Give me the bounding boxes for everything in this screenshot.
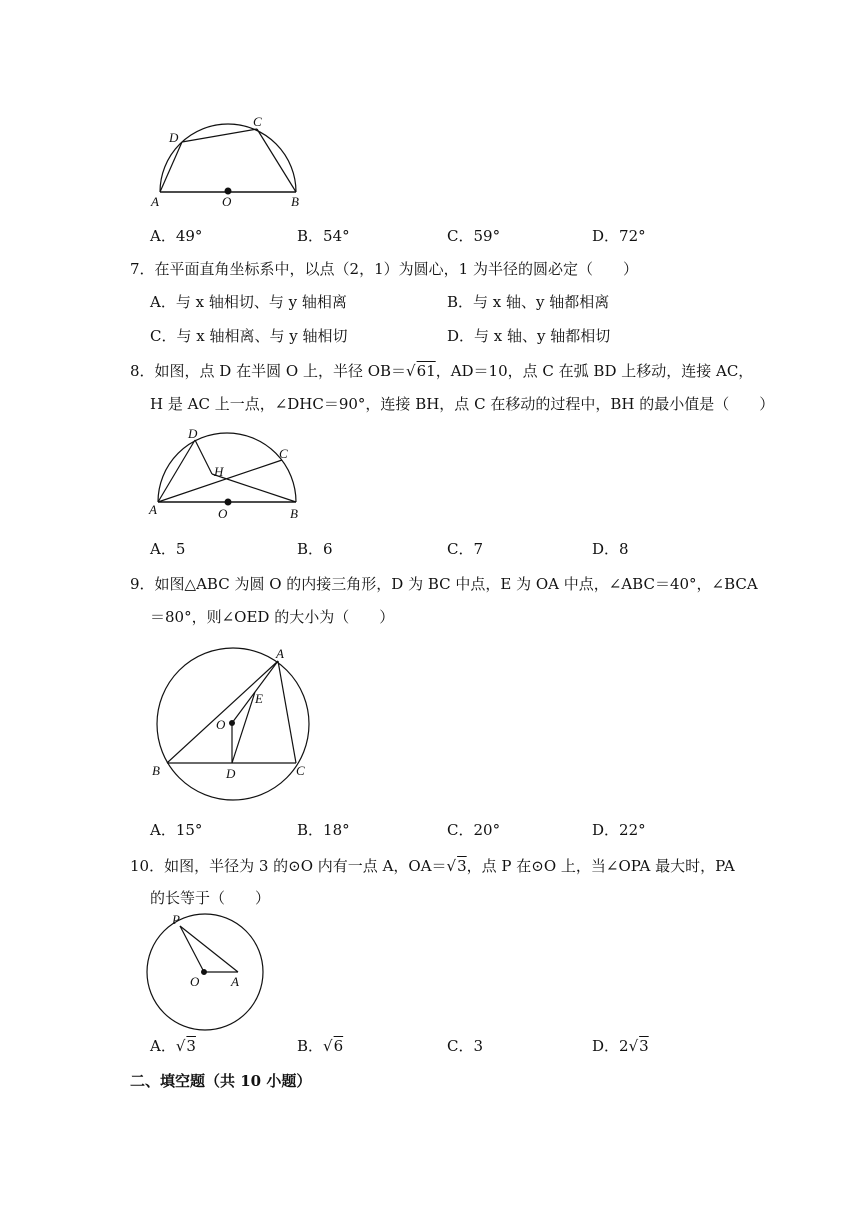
q10-center-dot (202, 970, 207, 975)
q6-label-b: B (291, 194, 299, 209)
q6-label-d: D (169, 130, 179, 145)
section-fill-in-title: 二、填空题（共 10 小题） (130, 1072, 312, 1090)
q8-label-c: C (279, 446, 288, 461)
q10-option-c: C．3 (447, 1037, 484, 1055)
q6-label-o: O (222, 194, 232, 209)
q7-stem: 7．在平面直角坐标系中，以点（2，1）为圆心，1 为半径的圆必定（ ） (130, 260, 638, 278)
q8-sqrt-61: √61 (406, 362, 436, 380)
q6-figure (145, 112, 315, 212)
q10-label-a: A (231, 974, 239, 989)
q10-segment-pa (180, 926, 238, 972)
q9-label-a: A (276, 646, 284, 661)
q6-chord-dc (182, 129, 257, 142)
q6-option-a: A．49° (150, 227, 203, 245)
q8-stem-line2: H 是 AC 上一点，∠DHC＝90°，连接 BH，点 C 在移动的过程中，BH 的最小值是（ ） (150, 395, 775, 413)
q9-figure (145, 644, 320, 804)
q9-option-a: A．15° (150, 821, 203, 839)
q10-stem-line1: 10．如图，半径为 3 的⊙O 内有一点 A，OA＝√3，点 P 在⊙O 上，当∠OPA 最大时，PA (130, 857, 735, 875)
q8-stem-line1: 8．如图，点 D 在半圆 O 上，半径 OB＝√61，AD＝10，点 C 在弧 BD 上移动，连接 AC， (130, 362, 754, 380)
q6-option-c: C．59° (447, 227, 501, 245)
q10-option-d: D．2√3 (592, 1037, 649, 1055)
q10-label-o: O (190, 974, 200, 989)
q6-label-c: C (253, 114, 262, 129)
q8-center-dot (225, 499, 231, 505)
q6-chord-ad (160, 142, 182, 192)
q7-option-b: B．与 x 轴、y 轴都相离 (447, 293, 610, 311)
q8-option-a: A．5 (150, 540, 186, 558)
q8-segment-dh (195, 440, 212, 474)
q9-stem-line1: 9．如图△ABC 为圆 O 的内接三角形，D 为 BC 中点，E 为 OA 中点，∠ABC＝40°，∠BCA (130, 575, 758, 593)
q10-stem-line2: 的长等于（ ） (150, 889, 271, 907)
q10-figure (145, 910, 275, 1035)
q6-label-a: A (151, 194, 159, 209)
q9-label-e: E (255, 691, 263, 706)
q10-sqrt-3: √3 (446, 857, 467, 875)
q8-option-d: D．8 (592, 540, 629, 558)
q9-stem-line2: ＝80°，则∠OED 的大小为（ ） (150, 608, 395, 626)
q9-side-ac (278, 661, 296, 763)
q8-label-h: H (214, 464, 224, 479)
q8-figure (145, 424, 305, 524)
q9-side-ba (167, 661, 278, 763)
q6-option-b: B．54° (297, 227, 350, 245)
q8-label-o: O (218, 506, 228, 521)
q9-label-b: B (152, 763, 160, 778)
q10-option-b: B．√6 (297, 1037, 344, 1055)
q7-option-d: D．与 x 轴、y 轴都相切 (447, 327, 611, 345)
q9-label-o: O (216, 717, 226, 732)
q9-segment-de (232, 692, 255, 763)
q8-segment-ad (158, 440, 195, 502)
q6-chord-cb (257, 129, 296, 192)
q9-label-c: C (296, 763, 305, 778)
q9-label-d: D (226, 766, 236, 781)
q9-center-dot (230, 721, 235, 726)
q10-option-a: A．√3 (150, 1037, 196, 1055)
q6-option-d: D．72° (592, 227, 646, 245)
q10-segment-po (180, 926, 204, 972)
q9-option-d: D．22° (592, 821, 646, 839)
q8-label-d: D (188, 426, 198, 441)
q9-option-c: C．20° (447, 821, 501, 839)
q10-label-p: P (172, 912, 180, 927)
q9-option-b: B．18° (297, 821, 350, 839)
q8-label-a: A (149, 502, 157, 517)
q8-option-b: B．6 (297, 540, 333, 558)
q7-option-a: A．与 x 轴相切、与 y 轴相离 (150, 293, 347, 311)
q7-option-c: C．与 x 轴相离、与 y 轴相切 (150, 327, 348, 345)
q8-option-c: C．7 (447, 540, 484, 558)
q8-segment-bh (212, 474, 296, 502)
q8-label-b: B (290, 506, 298, 521)
